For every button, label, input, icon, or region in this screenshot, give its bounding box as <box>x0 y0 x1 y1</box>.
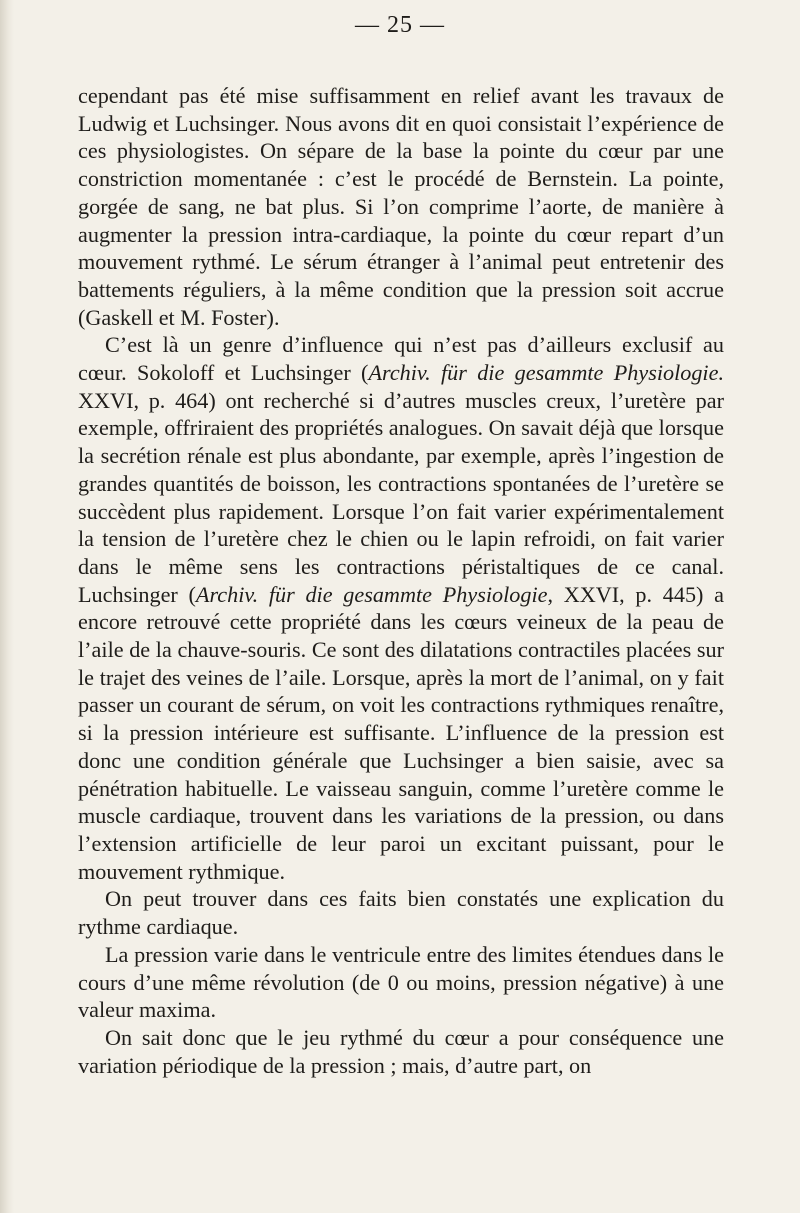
text-run: , XXVI, p. 445) a encore retrouvé cette propriété dans les cœurs veineux de la peau de l’aile de la chauve-souris. Ce sont des dilatations contractiles placées sur le trajet des veines de l’aile. Lorsque, après la mort de l’animal, on y fait passer un courant de sérum, on voit les contractions rythmiques renaître, si la pression intérieure est suffisante. L’influence de la pression est donc une condition générale que Luchsinger a bien saisie, avec sa pénétration habituelle. Le vaisseau sanguin, comme l’uretère comme le muscle cardiaque, trouvent dans les variations de la pression, ou dans l’extension artificielle de leur paroi un excitant puissant, pour le mouvement rythmique. <box>78 581 724 884</box>
paragraph <box>78 885 724 940</box>
text-run: On sait donc que le jeu rythmé du cœur a pour conséquence une variation périodique de la pression ; mais, d’autre part, on <box>78 1024 724 1078</box>
text-run: cependant pas été mise suffisamment en relief avant les travaux de Ludwig et Luchsinger. Nous avons dit en quoi consistait l’expérience de ces physiologistes. On sépare de la base la pointe du cœur par une constriction momentanée : c’est le procédé de Bernstein. La pointe, gorgée de sang, ne bat plus. Si l’on comprime l’aorte, de manière à augmenter la pression intra-cardiaque, la pointe du cœur repart d’un mouvement rythmé. Le sérum étranger à l’animal peut entretenir des battements réguliers, à la même condition que la pression soit accrue (Gaskell et M. Foster). <box>78 83 724 330</box>
text-run: On peut trouver dans ces faits bien constatés une explication du rythme cardiaque. <box>78 886 724 940</box>
citation-title: Archiv. für die gesammte Physiologie. <box>368 360 724 386</box>
paragraph <box>78 1024 724 1079</box>
paragraph <box>78 82 724 331</box>
page-edge-shadow <box>0 0 14 1213</box>
body-text <box>78 82 724 1079</box>
text-run: La pression varie dans le ventricule entre des limites étendues dans le cours d’une même révolution (de 0 ou moins, pression négative) à une valeur maxima. <box>78 941 724 1023</box>
text-run: XXVI, p. 464) ont recherché si d’autres muscles creux, l’uretère par exemple, offriraient des propriétés analogues. On savait déjà que lorsque la secrétion rénale est plus abondante, par exemple, après l’ingestion de grandes quantités de boisson, les contractions spontanées de l’uretère se succèdent plus rapidement. Lorsque l’on fait varier expérimentalement la tension de l’uretère chez le chien ou le lapin refroidi, on fait varier dans le même sens les contractions péristaltiques de ce canal. Luchsinger ( <box>78 387 724 607</box>
paragraph <box>78 331 724 885</box>
page-number: — 25 — <box>355 12 445 38</box>
paragraph <box>78 941 724 1024</box>
citation-title: Archiv. für die gesammte Physiologie <box>195 581 548 607</box>
text-run: C’est là un genre d’influence qui n’est pas d’ailleurs exclusif au cœur. Sokoloff et Luchsinger ( <box>78 332 724 386</box>
